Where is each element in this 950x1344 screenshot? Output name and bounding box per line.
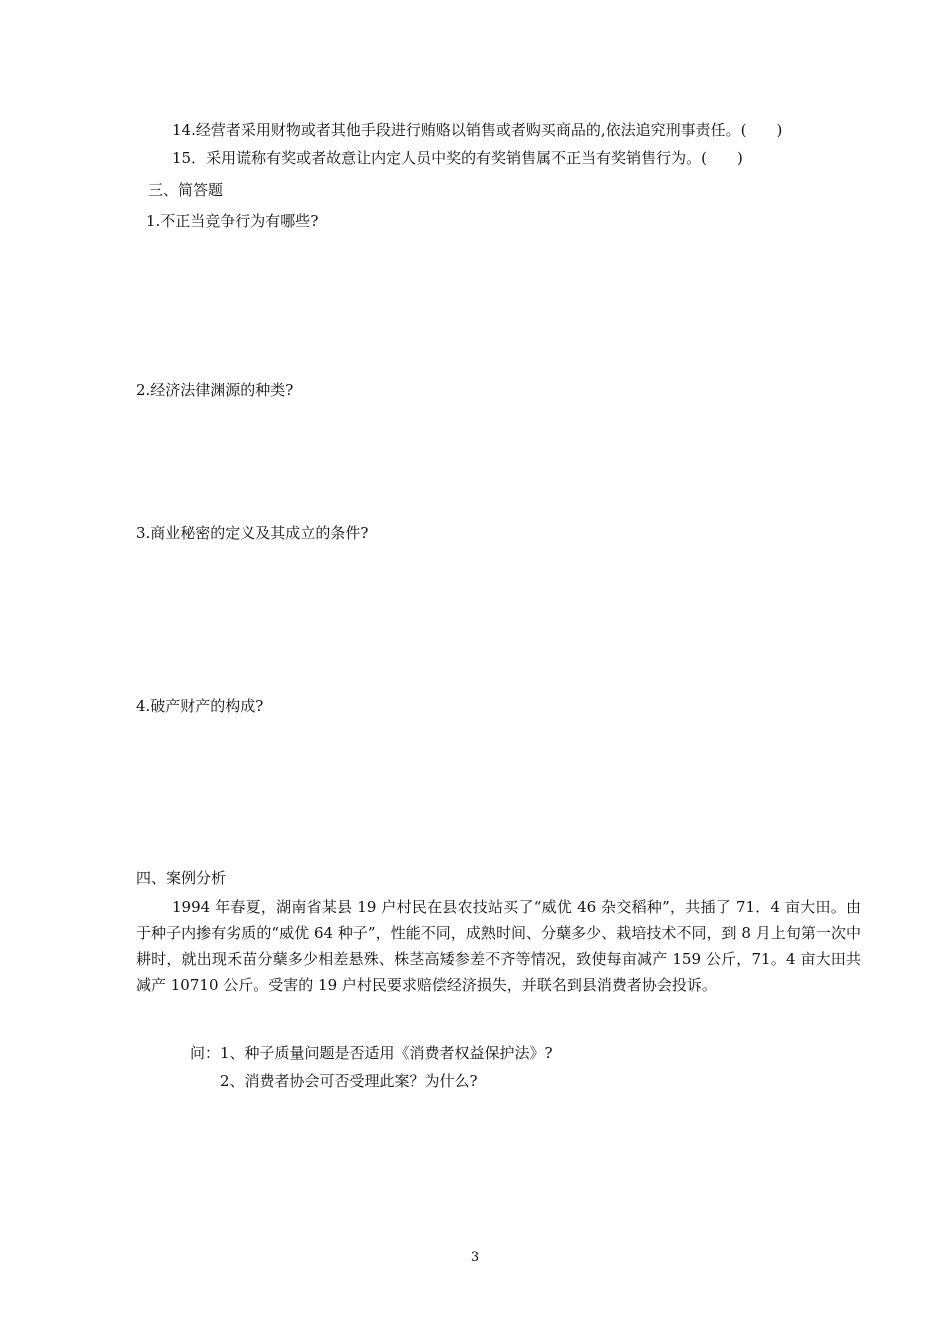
page-number: 3 <box>470 1250 480 1265</box>
case-question-2: 2、消费者协会可否受理此案？为什么? <box>220 1072 478 1090</box>
short-answer-question-4: 4.破产财产的构成? <box>136 697 264 715</box>
tf-item-15: 15．采用谎称有奖或者故意让内定人员中奖的有奖销售属不正当有奖销售行为。( ) <box>172 149 743 167</box>
short-answer-question-3: 3.商业秘密的定义及其成立的条件? <box>136 524 369 542</box>
case-question-1: 问：1、种子质量问题是否适用《消费者权益保护法》? <box>190 1044 553 1062</box>
section-4-heading: 四、案例分析 <box>136 869 227 887</box>
section-3-heading: 三、简答题 <box>148 181 224 199</box>
short-answer-question-2: 2.经济法律渊源的种类? <box>136 381 294 399</box>
short-answer-question-1: 1.不正当竞争行为有哪些? <box>146 212 319 230</box>
tf-item-14: 14.经营者采用财物或者其他手段进行贿赂以销售或者购买商品的,依法追究刑事责任。( ) <box>172 121 783 139</box>
case-description: 1994 年春夏，湖南省某县 19 户村民在县农技站买了“威优 46 杂交稻种”，共插了 71．4 亩大田。由于种子内掺有劣质的“威优 64 种子”，性能不同，成熟时间、分蘖多少、栽培技术不同，到 8 月上旬第一次中耕时，就出现禾苗分蘖多少相差悬殊、株茎高矮参差不齐等情况，致使每亩减产 159 公斤，71。4 亩大田共减产 10710 公斤。受害的 19 户村民要求赔偿经济损失，并联名到县消费者协会投诉。 <box>136 898 861 994</box>
